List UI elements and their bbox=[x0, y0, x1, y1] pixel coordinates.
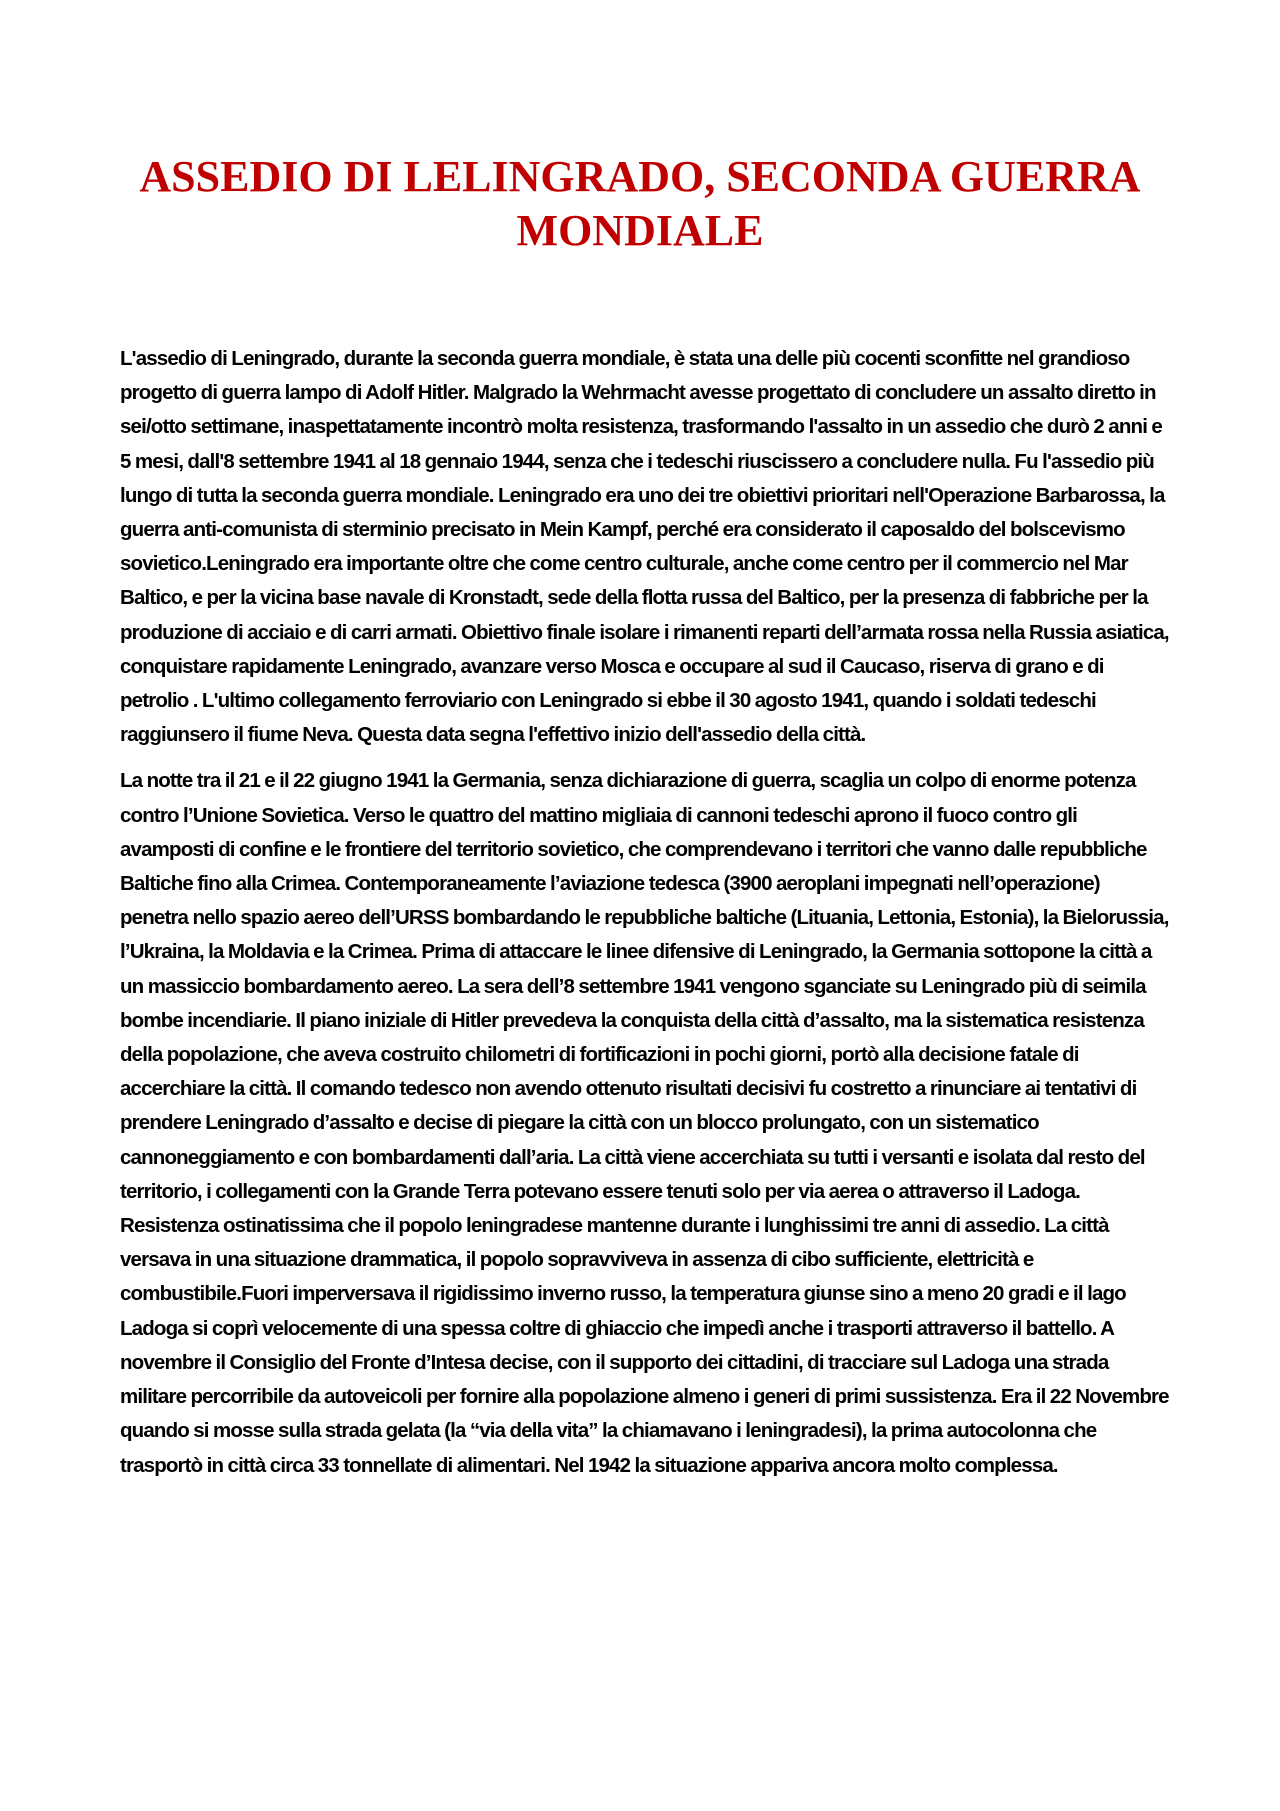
document-body bbox=[120, 342, 1170, 1495]
paragraph-2: La notte tra il 21 e il 22 giugno 1941 la Germania, senza dichiarazione di guerra, scaglia un colpo di enorme potenza contro l’Unione Sovietica. Verso le quattro del mattino migliaia di cannoni tedeschi aprono il fuoco contro gli avamposti di confine e le frontiere del territorio sovietico, che comprendevano i territori che vanno dalle repubbliche Baltiche fino alla Crimea. Contemporaneamente l’aviazione tedesca (3900 aeroplani impegnati nell’operazione) penetra nello spazio aereo dell’URSS bombardando le repubbliche baltiche (Lituania, Lettonia, Estonia), la Bielorussia, l’Ukraina, la Moldavia e la Crimea. Prima di attaccare le linee difensive di Leningrado, la Germania sottopone la città a un massiccio bombardamento aereo. La sera dell’8 settembre 1941 vengono sganciate su Leningrado più di seimila bombe incendiarie. Il piano iniziale di Hitler prevedeva la conquista della città d’assalto, ma la sistematica resistenza della popolazione, che aveva costruito chilometri di fortificazioni in pochi giorni, portò alla decisione fatale di accerchiare la città. Il comando tedesco non avendo ottenuto risultati decisivi fu costretto a rinunciare ai tentativi di prendere Leningrado d’assalto e decise di piegare la città con un blocco prolungato, con un sistematico cannoneggiamento e con bombardamenti dall’aria. La città viene accerchiata su tutti i versanti e isolata dal resto del territorio, i collegamenti con la Grande Terra potevano essere tenuti solo per via aerea o attraverso il Ladoga. Resistenza ostinatissima che il popolo leningradese mantenne durante i lunghissimi tre anni di assedio. La città versava in una situazione drammatica, il popolo sopravviveva in assenza di cibo sufficiente, elettricità e combustibile.Fuori imperversava il rigidissimo inverno russo, la temperatura giunse sino a meno 20 gradi e il lago Ladoga si coprì velocemente di una spessa coltre di ghiaccio che impedì anche i trasporti attraverso il battello. A novembre il Consiglio del Fronte d’Intesa decise, con il supporto dei cittadini, di tracciare sul Ladoga una strada militare percorribile da autoveicoli per fornire alla popolazione almeno i generi di primi sussistenza. Era il 22 Novembre quando si mosse sulla strada gelata (la “via della vita” la chiamavano i leningradesi), la prima autocolonna che trasportò in città circa 33 tonnellate di alimentari. Nel 1942 la situazione appariva ancora molto complessa. bbox=[120, 769, 1169, 1477]
document-title: ASSEDIO DI LELINGRADO, SECONDA GUERRA MONDIALE bbox=[139, 152, 1141, 255]
paragraph-1: L'assedio di Leningrado, durante la seconda guerra mondiale, è stata una delle più cocenti sconfitte nel grandioso progetto di guerra lampo di Adolf Hitler. Malgrado la Wehrmacht avesse progettato di concludere un assalto diretto in sei/otto settimane, inaspettatamente incontrò molta resistenza, trasformando l'assalto in un assedio che durò 2 anni e 5 mesi, dall'8 settembre 1941 al 18 gennaio 1944, senza che i tedeschi riuscissero a concludere nulla. Fu l'assedio più lungo di tutta la seconda guerra mondiale. Leningrado era uno dei tre obiettivi prioritari nell'Operazione Barbarossa, la guerra anti-comunista di sterminio precisato in Mein Kampf, perché era considerato il caposaldo del bolscevismo sovietico.Leningrado era importante oltre che come centro culturale, anche come centro per il commercio nel Mar Baltico, e per la vicina base navale di Kronstadt, sede della flotta russa del Baltico, per la presenza di fabbriche per la produzione di acciaio e di carri armati. Obiettivo finale isolare i rimanenti reparti dell’armata rossa nella Russia asiatica, conquistare rapidamente Leningrado, avanzare verso Mosca e occupare al sud il Caucaso, riserva di grano e di petrolio . L'ultimo collegamento ferroviario con Leningrado si ebbe il 30 agosto 1941, quando i soldati tedeschi raggiunsero il fiume Neva. Questa data segna l'effettivo inizio dell'assedio della città. bbox=[120, 347, 1169, 747]
